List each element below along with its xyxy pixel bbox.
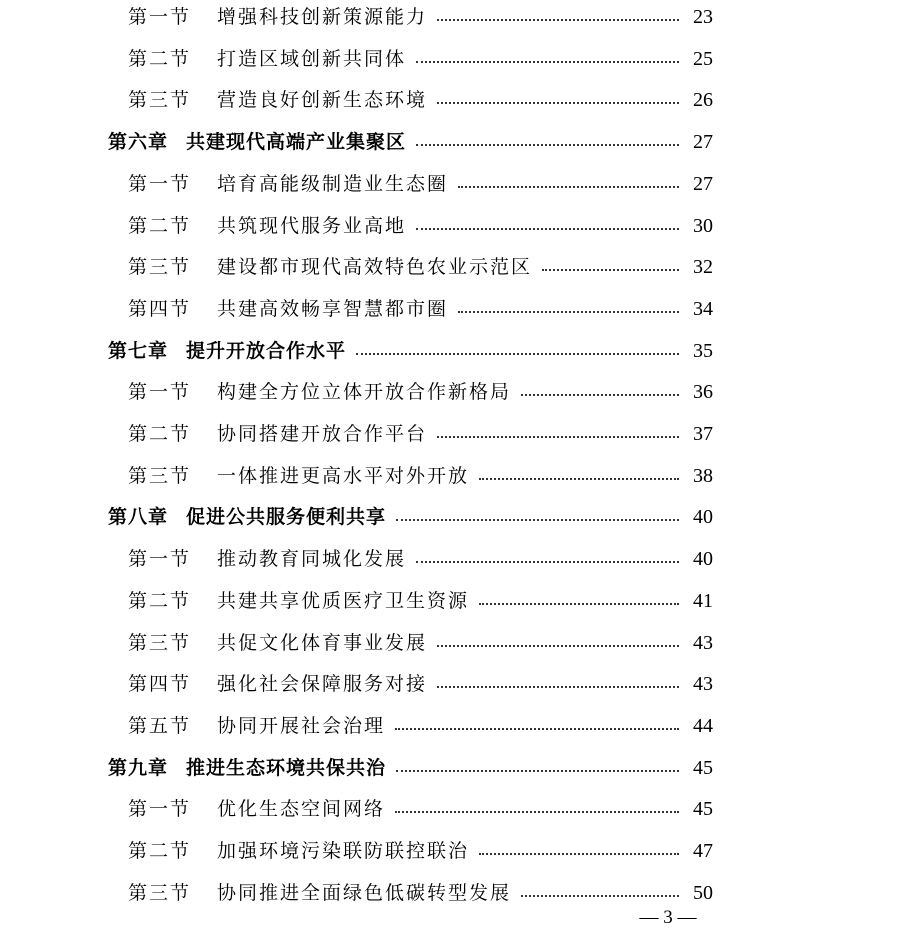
toc-entry-number: 第二节 — [128, 423, 192, 445]
toc-entry-page: 50 — [693, 881, 713, 904]
toc-section-row — [0, 252, 909, 282]
toc-dot-leader — [416, 228, 679, 230]
toc-entry-number: 第九章 — [108, 756, 169, 779]
toc-entry-page: 27 — [693, 131, 713, 154]
toc-dot-leader — [542, 269, 679, 271]
toc-section-row — [0, 794, 909, 824]
toc-entry-number: 第五节 — [128, 714, 192, 737]
toc-dot-leader — [395, 811, 679, 813]
toc-entry-number: 第二节 — [128, 589, 192, 612]
toc-entry-title: 协同开展社会治理 — [217, 714, 386, 737]
toc-entry-title: 营造良好创新生态环境 — [217, 89, 428, 112]
toc-dot-leader — [521, 394, 679, 396]
toc-dot-leader — [437, 102, 679, 104]
toc-section-row — [0, 85, 909, 115]
toc-section-row — [0, 377, 909, 407]
toc-entry-number: 第三节 — [128, 464, 192, 487]
toc-entry-number: 第三节 — [128, 89, 192, 112]
toc-dot-leader — [396, 770, 679, 772]
toc-dot-leader — [356, 353, 679, 355]
toc-section-row — [0, 211, 909, 241]
toc-entry-number: 第一节 — [128, 381, 192, 404]
toc-section-row — [0, 2, 909, 32]
toc-chapter-row — [0, 336, 909, 366]
toc-entry-page: 44 — [693, 714, 713, 737]
toc-entry-title: 建设都市现代高效特色农业示范区 — [217, 256, 533, 279]
toc-dot-leader — [458, 311, 679, 313]
toc-entry-number: 第六章 — [108, 131, 169, 154]
toc-dot-leader — [395, 728, 679, 730]
toc-entry-title: 加强环境污染联防联控联治 — [217, 840, 470, 862]
toc-entry-page: 40 — [693, 506, 713, 529]
toc-entry-page: 36 — [693, 381, 713, 404]
toc-section-row — [0, 419, 909, 449]
toc-entry-number: 第八章 — [108, 506, 169, 529]
toc-section-row — [0, 44, 909, 74]
toc-dot-leader — [416, 561, 679, 563]
toc-dot-leader — [437, 645, 679, 647]
toc-entry-number: 第四节 — [128, 297, 192, 320]
toc-dot-leader — [416, 61, 679, 63]
toc-entry-number: 第三节 — [128, 631, 192, 654]
toc-dot-leader — [479, 603, 679, 605]
toc-entry-title: 推动教育同城化发展 — [217, 548, 407, 571]
toc-entry-page: 43 — [693, 673, 713, 696]
toc-dot-leader — [396, 519, 679, 521]
toc-entry-number: 第三节 — [128, 256, 192, 279]
toc-dot-leader — [521, 895, 679, 897]
toc-chapter-row — [0, 127, 909, 157]
toc-dot-leader — [479, 478, 679, 480]
toc-entry-page: 30 — [693, 214, 713, 237]
toc-section-row — [0, 294, 909, 324]
toc-section-row — [0, 169, 909, 199]
toc-entry-title: 推进生态环境共保共治 — [186, 756, 387, 779]
toc-entry-number: 第三节 — [128, 881, 192, 904]
toc-entry-page: 26 — [693, 89, 713, 112]
toc-section-row — [0, 628, 909, 658]
toc-entry-page: 32 — [693, 256, 713, 279]
toc-chapter-row — [0, 753, 909, 783]
toc-dot-leader — [416, 144, 679, 146]
toc-entry-page: 35 — [693, 339, 713, 362]
toc-entry-title: 强化社会保障服务对接 — [217, 673, 428, 696]
toc-dot-leader — [437, 686, 679, 688]
toc-section-row — [0, 461, 909, 491]
toc-entry-number: 第二节 — [128, 840, 192, 862]
toc-entry-title: 优化生态空间网络 — [217, 798, 386, 821]
toc-entry-number: 第二节 — [128, 47, 192, 70]
toc-entry-title: 共建共享优质医疗卫生资源 — [217, 589, 470, 612]
toc-entry-page: 27 — [693, 172, 713, 195]
toc-entry-page: 34 — [693, 297, 713, 320]
toc-entry-number: 第七章 — [108, 339, 169, 362]
toc-entry-title: 促进公共服务便利共享 — [186, 506, 387, 529]
toc-entry-title: 协同推进全面绿色低碳转型发展 — [217, 881, 512, 904]
toc-dot-leader — [479, 853, 679, 855]
toc-entry-page: 38 — [693, 464, 713, 487]
toc-chapter-row — [0, 502, 909, 532]
toc-entry-title: 打造区域创新共同体 — [217, 47, 407, 70]
toc-entry-title: 增强科技创新策源能力 — [217, 6, 428, 28]
toc-entry-title: 共筑现代服务业高地 — [217, 214, 407, 237]
toc-entry-page: 41 — [693, 589, 713, 612]
toc-section-row — [0, 878, 909, 908]
toc-entry-title: 共促文化体育事业发展 — [217, 631, 428, 654]
toc-entry-title: 共建现代高端产业集聚区 — [186, 131, 407, 154]
toc-entry-page: 37 — [693, 423, 713, 445]
toc-entry-number: 第一节 — [128, 6, 192, 28]
toc-section-row — [0, 586, 909, 616]
toc-entry-page: 23 — [693, 6, 713, 28]
toc-dot-leader — [458, 186, 679, 188]
toc-entry-title: 共建高效畅享智慧都市圈 — [217, 297, 449, 320]
toc-entry-number: 第一节 — [128, 798, 192, 821]
toc-entry-number: 第一节 — [128, 548, 192, 571]
page-number: — 3 — — [639, 907, 697, 928]
toc-entry-title: 培育高能级制造业生态圈 — [217, 172, 449, 195]
toc-entry-page: 25 — [693, 47, 713, 70]
toc-section-row — [0, 669, 909, 699]
toc-entry-page: 43 — [693, 631, 713, 654]
toc-entry-number: 第四节 — [128, 673, 192, 696]
toc-dot-leader — [437, 19, 679, 21]
toc-entry-title: 构建全方位立体开放合作新格局 — [217, 381, 512, 404]
toc-entry-title: 一体推进更高水平对外开放 — [217, 464, 470, 487]
toc-entry-page: 45 — [693, 798, 713, 821]
toc-entry-number: 第一节 — [128, 172, 192, 195]
toc-entry-number: 第二节 — [128, 214, 192, 237]
toc-entry-page: 47 — [693, 840, 713, 862]
toc-section-row — [0, 836, 909, 866]
toc-section-row — [0, 544, 909, 574]
toc-entry-page: 40 — [693, 548, 713, 571]
toc-entry-page: 45 — [693, 756, 713, 779]
toc-entry-title: 提升开放合作水平 — [186, 339, 347, 362]
toc-entry-title: 协同搭建开放合作平台 — [217, 423, 428, 445]
toc-section-row — [0, 711, 909, 741]
toc-dot-leader — [437, 436, 679, 438]
